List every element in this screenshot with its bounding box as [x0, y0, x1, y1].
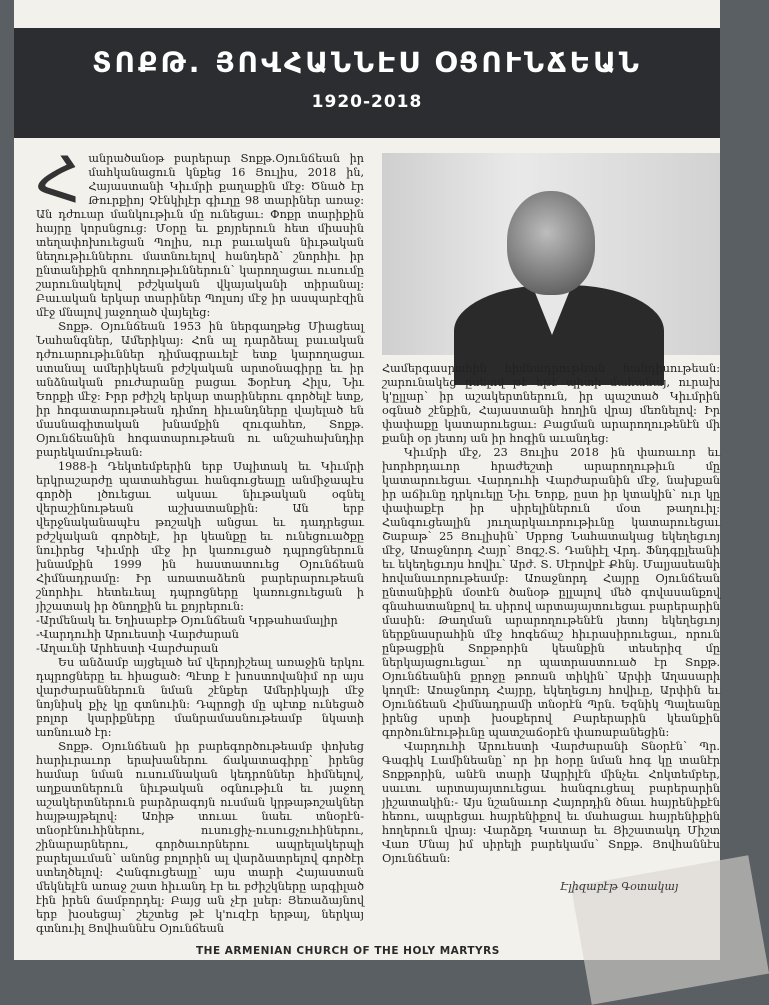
page-title: ՏՈՔԹ. ՅՈՎՀԱՆՆԷՍ ՕՑՈՒՆՃԵԱՆ	[92, 46, 642, 79]
footer-text: THE ARMENIAN CHURCH OF THE HOLY MARTYRS	[196, 945, 500, 957]
left-column	[36, 143, 364, 935]
paragraph: Տոքթ. Օյունճեան 1953 ին ներգաղթեց Միացեալ Նահանգներ, Ամերիկայ: Հոն ալ դարձեալ բաւական դժուարութիւններ դիմագրաւելէ ետք կարողացաւ ստանալ ամերիկեան բժշկական արտօնագիրը եւ իր անձնական բուժարանը բացաւ Ֆօրէսդ Հիլս, Նիւ Եորքի մէջ: Իրր բժիշկ երկար տարիներու գործելէ ետք, իր հոգատարութեան դիմող հիւանդները վայելած են մասնագիտական խնամքին զուգահեռ, Տոքթ. Օյունճեանին հոգատարութեան ու անշահախնդիր բարեկամութեան:	[36, 320, 364, 459]
list-item: -Վարդուհի Արուեստի Վարժարան	[36, 628, 239, 641]
paragraph: Վարդուհի Արուեստի Վարժարանի Տնօրէն՝ Պր. Գագիկ Լամինեանը՝ որ իր հօրը նման հոգ կը տանէր Տոքթորին, անէն տարի Ապրիլէն մինչեւ Հոկտեմբեր, սաւտւ արտայայտուեցաւ հանգուցեալ բարերարին յիշատակին:- Այս նշանաւոր Հայորդին ծնաւ հայրենիքէն հեռու, ապրեցաւ հայրենիքով եւ մահացաւ հայրենիքին հողերուն վրայ: Վարձքդ Կատար եւ Յիշատակդ Միշտ Վառ Մնայ իմ սիրելի բարեկամս՝ Տոքթ. Յովհաննէս Օյունճեան:	[382, 740, 720, 865]
list-item: -Արմենակ եւ Եղիսաբէթ Օյունճեան Կրթահամալիր	[36, 614, 338, 627]
paragraph: 1988-ի Դեկտեմբերին երբ Սպիտակ եւ Կիւմրի երկրաշարժը պատահեցաւ հանգուցեալը անմիջապէս գործի լծուեցաւ ակսաւ նիւթական օգնել վերաշինութեան աշխատանքին: Ան երբ վերջնականապէս թոշակի անցաւ եւ դադրեցաւ բժշկական գործելէ, իր կեանքը եւ ունեցուածքը նուիրեց Կիւմրի մէջ իր կառուցած դպրոցներուն խնամքին 1999 ին հաստատուեց Օյունճեան Հիմնադրամը: Իր առատաձեռն բարերարութեան շնորհիւ հետեւեալ դպրոցները կառուցուեցան ի յիշատակ իր ծնողքին եւ քոյրերուն:	[36, 460, 364, 613]
paragraph: Համերգասրահին հիմնադրութեան հանդիսութեան: շարունակեց ըսելով թէ եթէ պիտի մահանայ, ուրախ կ'ըլլար՝ իր աշակերտներուն, իր պաշտած Կիւմրին օգնած շէնքին, Հայաստանի հողին վրայ մեռնելով: Իր փափաքը կատարուեցաւ: Բացման արարողութենէն մի քանի օր յետոյ ան իր հոգին աւանդեց:	[382, 362, 720, 445]
paragraph: Ես անձամբ այցելած եմ վերոյիշեալ առաջին երկու դպրոցները եւ հիացած: Պէտք է խոստովանիմ որ այս վարժարաններուն նման շէնքեր Ամերիկայի մէջ նոյնիսկ քիչ կը գտնուին: Դպրոցի մը պէտք ունեցած բոլոր կարիքները մանրամասնութեամբ նկատի առնուած էր:	[36, 656, 364, 739]
drop-cap: Հ	[36, 143, 81, 216]
portrait-head	[507, 191, 595, 295]
right-column	[382, 362, 720, 865]
list-item: -Աղաւնի Արհեստի Վարժարան	[36, 642, 219, 655]
paragraph: Տոքթ. Օյունճեան իր բարեգործութեամբ փոխեց հարիւրաւոր երախաներու ճակատագիրը՝ իրենց համար նման ուսումնական կեդրոններ հիմնելով, աղքատներուն նիւթական օգնութիւն եւ յաջող աշակերտներուն բարձրագոյն ուսման կրթաթոշակներ հայթայթելով: Առիթ տուաւ նաեւ տնօրէն-տնօրէնուհիներու, ուսուցիչ-ուսուցչուհիներու, շինարարներու, գործաւորներու ապրելակերպի բարելաւման՝ անոնց բոլորին ալ վարձատրելով գործէր ստեղծելով: Հանգուցեալը՝ այս տարի Հայաստան մեկնելէն առաջ շատ հիւանդ էր եւ բժիշկները արգիլած էին իրեն ճամբորդել: Բայց ան չէր լսեր: Յեռաձայնով երբ խօսեցայ՝ շեշտեց թէ կ'ուզէր երթալ, ներկայ գտնուիլ Յովհաննէս Օյունճեան	[36, 740, 364, 935]
paragraph: Կիւմրի մէջ, 23 Յուլիս 2018 ին փառաւոր եւ խորհրդաւոր հրաժեշտի արարողութիւն մը կատարուեցաւ Վարդուհի Վարժարանին մէջ, նախքան իր աճիւնը դրկուելը Նիւ Եորք, ըստ իր կտակին՝ ուր կը փափաքէր իր սիրելիներուն մօտ թաղուիլ: Հանգուցեալին յուղարկաւորութիւնը կատարուեցաւ Շաբաթ՝ 25 Յուլիսին՝ Սրբոց Նահատակաց եկեղեցւոյ մէջ, Առաջնորդ Հայր՝ Յոգշ.Տ. Դանիէլ Վրդ. Ֆնդգըլեանի եւ եկեղեցւոյս հովիւ՝ Արժ. Տ. Սէրովբէ Քհնյ. Մալյասեանի հովանաւորութեամբ: Առաջնորդ Հայրը Օյունճեան ընտանիքին մօտէն ծանօթ ըլլալով մեծ գովասանքով գնահատանքով եւ սիրով արտայայտուեցաւ բարերարին մասին: Թաղման արարողութենէն յետոյ եկեղեցւոյ ներքնասրահին մէջ հոգեճաշ հիւրասիրուեցաւ, որուն ընթացքին Տոքթորին կեանքին տեսերիզ մը ներկայացուեցաւ՝ որ պատրաստուած էր Տոքթ. Օյունճեանին քրոջը թոռան տիկին՝ Արփի Աղասարի կողմէ: Առաջնորդ Հայրը, եկեղեցւոյ հովիւը, Արփին եւ Օյունճեան Հիմնադրամի տնօրէն Պրն. Եզնիկ Պալեանը իրենց սրտի խօսքերով Բարերարին կեանքին գործունէութիւնը պատշաճօրէն փառաբանեցին:	[382, 446, 720, 739]
title-banner	[14, 28, 720, 138]
life-years: 1920-2018	[311, 92, 423, 112]
paragraph: անրածանօթ բարերար Տոքթ.Օյունճեան իր մահկանացուն կնքեց 16 Յուլիս, 2018 ին, Հայաստանի Կիւմրի քաղաքին մէջ: Ծնած էր Թուրքիոյ Չէնկիլէր գիւղը 98 տարիներ առաջ: Ան դժուար մանկութիւն մը ունեցաւ: Փոքր տարիքին հայրը կորսնցուց: Մօրը եւ քոյրերուն հետ միասին տեղափոխուեցան Պոլիս, ուր բաւական նիւթական նեղութիւններու մատնուելով հանդերձ՝ շնորհիւ իր ընտանիքին զոհողութիւններուն՝ կարողացաւ ուսումը շարունակելով բժշկական վկայականի տիրանալ: Բաւական երկար տարիներ Պոլսոյ մէջ իր ասպարէզին մէջ մնալով յաջողած վայելեց:	[36, 152, 364, 319]
author-signature: Էլիզաբէթ Գօտակայ	[560, 880, 679, 893]
portrait-photo	[382, 153, 720, 355]
